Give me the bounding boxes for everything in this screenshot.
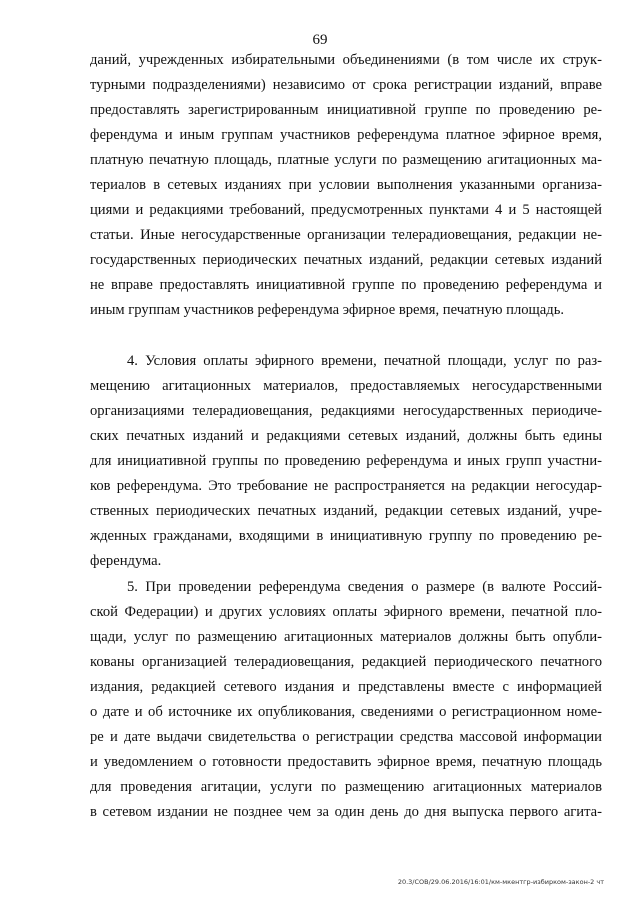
text-line: даний, учрежденных избирательными объединениями (в том числе их струк- — [90, 52, 602, 68]
text-line: ской Федерации) и других условиях оплаты эфирного времени, печатной пло- — [90, 604, 602, 620]
text-line: о дате и об источнике их опубликования, сведениями о регистрационном номе- — [90, 704, 602, 720]
text-line: териалов в сетевых изданиях при условии выполнения указанными организа- — [90, 177, 602, 193]
document-footer-code: 20.3/СОВ/29.06.2016/16:01/км-мкентгр-избирком-закон-2 чт — [397, 878, 604, 886]
text-line: иным группам участников референдума эфирное время, печатную площадь. — [90, 302, 565, 318]
text-line: издания, редакцией сетевого издания и представлены вместе с информацией — [90, 679, 602, 695]
text-line: для инициативной группы по проведению референдума и иных групп участни- — [90, 453, 602, 469]
text-line: 4. Условия оплаты эфирного времени, печатной площади, услуг по раз- — [127, 353, 602, 369]
text-line: государственных периодических печатных изданий, редакции сетевых изданий — [90, 252, 602, 268]
text-line: турными подразделениями) независимо от срока регистрации изданий, вправе — [90, 77, 602, 93]
text-line: ских печатных изданий и редакциями сетевых изданий, должны быть едины — [90, 428, 602, 444]
text-line: для проведения агитации, услуги по размещению агитационных материалов — [90, 779, 602, 795]
text-line: платную печатную площадь, платные услуги по размещению агитационных ма- — [90, 152, 602, 168]
text-line: ре и дате выдачи свидетельства о регистрации средства массовой информации — [90, 729, 602, 745]
text-line: в сетевом издании не позднее чем за один день до дня выпуска первого агита- — [90, 804, 602, 820]
text-line: предоставлять зарегистрированным инициативной группе по проведению ре- — [90, 102, 602, 118]
text-line: и уведомлением о готовности предоставить эфирное время, печатную площадь — [90, 754, 602, 770]
text-line: не вправе предоставлять инициативной группе по проведению референдума и — [90, 277, 602, 293]
text-line: организациями телерадиовещания, редакциями негосударственных периодиче- — [90, 403, 602, 419]
text-line: ферендума и иным группам участников референдума платное эфирное время, — [90, 127, 602, 143]
text-line: статьи. Иные негосударственные организации телерадиовещания, редакции не- — [90, 227, 602, 243]
paragraph-continuation — [90, 48, 602, 323]
text-line: щади, услуг по размещению агитационных материалов должны быть опубли- — [90, 629, 602, 645]
text-line: ферендума. — [90, 553, 162, 569]
text-line: жденных гражданами, входящими в инициативную группу по проведению ре- — [90, 528, 602, 544]
text-line: ственных периодических печатных изданий, редакции сетевых изданий, учре- — [90, 503, 602, 519]
page-number: 69 — [312, 32, 328, 48]
paragraph-item-5 — [90, 575, 602, 825]
text-line: 5. При проведении референдума сведения о размере (в валюте Россий- — [127, 579, 602, 595]
text-line: циями и редакциями требований, предусмотренных пунктами 4 и 5 настоящей — [90, 202, 602, 218]
paragraph-item-4 — [90, 349, 602, 574]
text-line: ков референдума. Это требование не распространяется на редакции негосудар- — [90, 478, 602, 494]
text-line: мещению агитационных материалов, предоставляемых негосударственными — [90, 378, 602, 394]
text-line: кованы организацией телерадиовещания, редакцией периодического печатного — [90, 654, 602, 670]
